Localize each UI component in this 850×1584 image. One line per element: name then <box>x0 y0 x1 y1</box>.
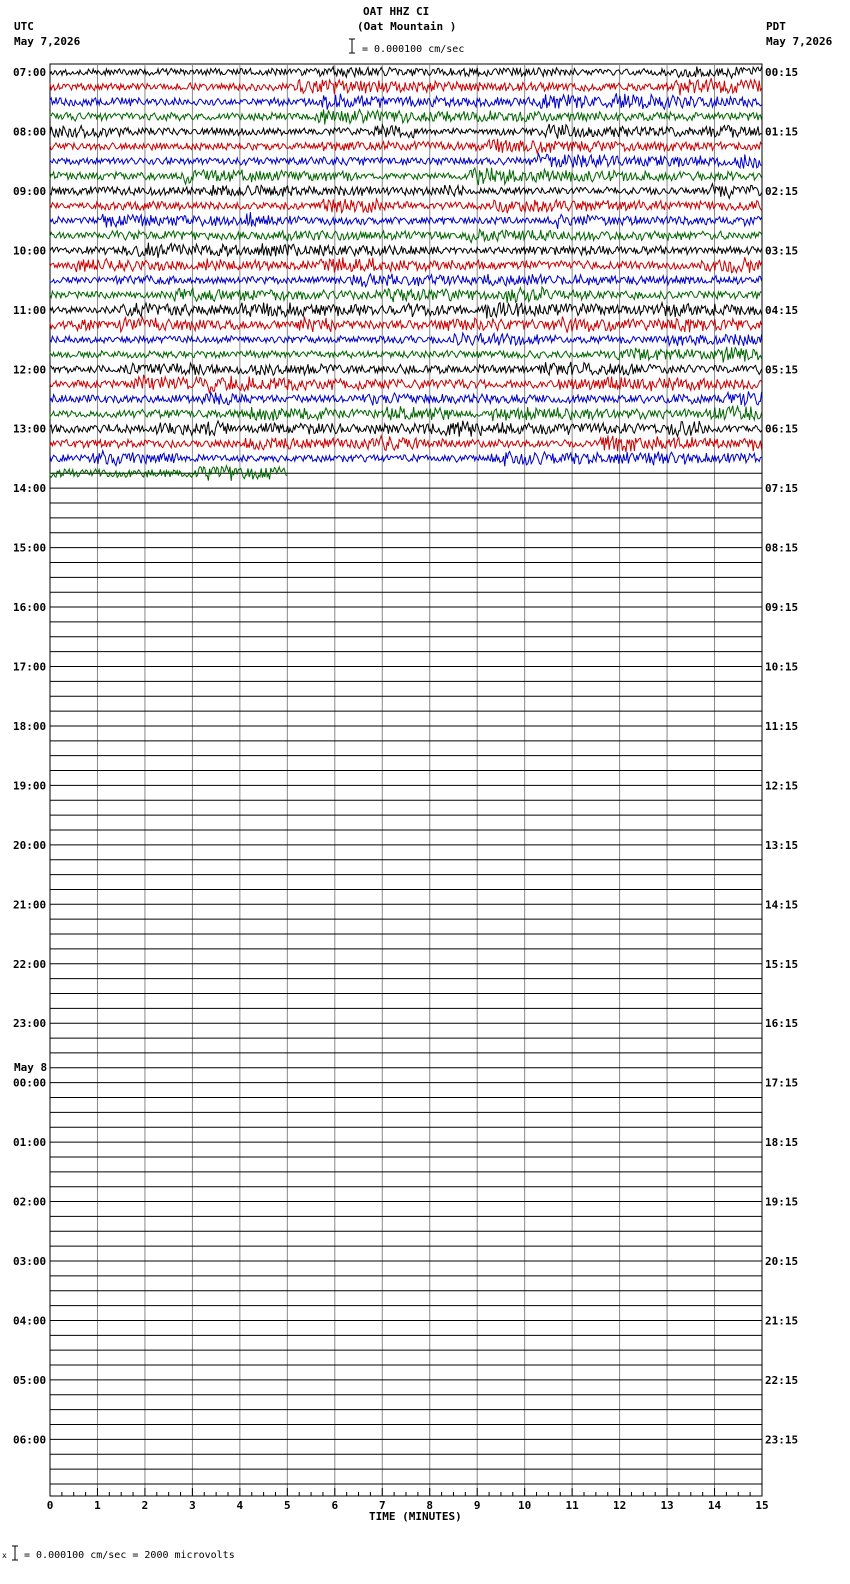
pdt-hour-label: 09:15 <box>765 601 799 615</box>
pdt-hour-label: 17:15 <box>765 1076 799 1090</box>
x-tick-label: 14 <box>707 1499 722 1512</box>
pdt-hour-label: 00:15 <box>765 66 799 79</box>
x-tick-label: 4 <box>236 1499 244 1512</box>
seismic-trace <box>50 243 762 258</box>
utc-hour-label: 19:00 <box>13 779 47 793</box>
seismic-trace <box>50 274 762 287</box>
pdt-hour-label: 08:15 <box>765 541 799 555</box>
pdt-hour-label: 04:15 <box>765 303 799 317</box>
seismic-trace <box>50 212 762 229</box>
x-tick-label: 7 <box>378 1499 386 1512</box>
pdt-label: PDT <box>766 20 786 33</box>
x-tick-label: 2 <box>141 1499 149 1512</box>
utc-hour-label: 08:00 <box>13 125 47 139</box>
seismic-trace <box>50 287 762 303</box>
pdt-hour-label: 03:15 <box>765 244 799 258</box>
utc-date: May 7,2026 <box>14 35 81 48</box>
seismic-trace <box>50 199 762 213</box>
pdt-hour-label: 13:15 <box>765 838 799 852</box>
utc-hour-label: 22:00 <box>13 957 47 971</box>
seismic-trace <box>50 109 762 124</box>
utc-hour-label: 05:00 <box>13 1373 47 1387</box>
seismic-trace <box>50 78 762 95</box>
seismic-trace <box>50 347 762 363</box>
utc-hour-label: 07:00 <box>13 66 47 79</box>
seismic-trace <box>50 362 762 375</box>
utc-hour-label: 16:00 <box>13 601 47 615</box>
utc-hour-label: 15:00 <box>13 541 47 555</box>
seismic-trace <box>50 124 762 139</box>
pdt-hour-label: 05:15 <box>765 363 799 377</box>
utc-hour-label: 06:00 <box>13 1433 47 1447</box>
seismic-trace <box>50 257 762 273</box>
utc-hour-label: 13:00 <box>13 422 47 436</box>
seismic-trace <box>50 230 762 243</box>
utc-hour-label: 12:00 <box>13 363 47 377</box>
footer-marker: x <box>2 1551 7 1560</box>
x-tick-label: 3 <box>189 1499 196 1512</box>
utc-label: UTC <box>14 20 34 33</box>
x-tick-label: 1 <box>94 1499 101 1512</box>
station-location: (Oat Mountain ) <box>357 20 457 33</box>
seismic-trace <box>50 436 762 453</box>
pdt-hour-label: 06:15 <box>765 422 799 436</box>
pdt-hour-label: 12:15 <box>765 779 799 793</box>
seismic-trace <box>50 317 762 333</box>
utc-hour-label: 00:00 <box>13 1076 47 1090</box>
x-tick-label: 15 <box>755 1499 769 1512</box>
pdt-hour-label: 07:15 <box>765 482 799 496</box>
seismic-trace <box>50 139 762 154</box>
x-tick-label: 11 <box>565 1499 579 1512</box>
utc-hour-label: 04:00 <box>13 1314 47 1328</box>
seismic-trace <box>50 184 762 199</box>
seismic-trace <box>50 421 762 437</box>
pdt-hour-label: 19:15 <box>765 1195 799 1209</box>
pdt-hour-label: 20:15 <box>765 1255 799 1268</box>
seismic-trace <box>50 406 762 422</box>
seismic-trace <box>50 333 762 346</box>
station-title: OAT HHZ CI <box>363 5 430 18</box>
x-axis-title: TIME (MINUTES) <box>369 1510 462 1523</box>
x-tick-label: 10 <box>518 1499 532 1512</box>
utc-hour-label: 01:00 <box>13 1136 47 1150</box>
pdt-hour-label: 21:15 <box>765 1314 799 1328</box>
x-tick-label: 9 <box>473 1499 481 1512</box>
utc-hour-label: 17:00 <box>13 660 47 674</box>
x-tick-label: 5 <box>284 1499 291 1512</box>
x-tick-label: 13 <box>660 1499 674 1512</box>
utc-hour-label: 18:00 <box>13 719 47 733</box>
pdt-hour-label: 01:15 <box>765 125 799 139</box>
seismic-trace <box>50 303 762 319</box>
utc-hour-label: 21:00 <box>13 898 47 912</box>
utc-hour-label: 10:00 <box>13 244 47 258</box>
seismic-trace <box>50 154 762 169</box>
seismic-trace <box>50 391 762 405</box>
seismic-trace <box>50 93 762 109</box>
plot-frame <box>50 64 762 1496</box>
pdt-hour-label: 18:15 <box>765 1136 799 1150</box>
day-change-label: May 8 <box>14 1061 48 1074</box>
pdt-hour-label: 10:15 <box>765 660 799 674</box>
seismic-trace <box>50 451 762 467</box>
x-tick-label: 8 <box>426 1499 434 1512</box>
utc-hour-label: 23:00 <box>13 1017 47 1031</box>
scale-bar-icon <box>349 39 355 53</box>
seismic-trace <box>50 375 762 394</box>
x-tick-label: 12 <box>612 1499 627 1512</box>
pdt-hour-label: 23:15 <box>765 1433 799 1447</box>
x-tick-label: 0 <box>46 1499 54 1512</box>
pdt-hour-label: 11:15 <box>765 719 799 733</box>
pdt-hour-label: 22:15 <box>765 1373 799 1387</box>
utc-hour-label: 03:00 <box>13 1255 47 1268</box>
footer-scale-note: = 0.000100 cm/sec = 2000 microvolts <box>24 1550 235 1561</box>
utc-hour-label: 11:00 <box>13 303 47 317</box>
pdt-date: May 7,2026 <box>766 35 833 48</box>
seismic-trace <box>50 168 762 186</box>
utc-hour-label: 02:00 <box>13 1195 47 1209</box>
utc-hour-label: 20:00 <box>13 838 47 852</box>
footer-scale-bar-icon <box>12 1546 18 1560</box>
utc-hour-label: 09:00 <box>13 184 47 198</box>
pdt-hour-label: 14:15 <box>765 898 799 912</box>
utc-hour-label: 14:00 <box>13 482 47 496</box>
pdt-hour-label: 02:15 <box>765 184 799 198</box>
x-tick-label: 6 <box>331 1499 339 1512</box>
pdt-hour-label: 15:15 <box>765 957 799 971</box>
scale-text: = 0.000100 cm/sec <box>362 44 465 55</box>
seismic-trace <box>50 67 762 79</box>
pdt-hour-label: 16:15 <box>765 1017 799 1031</box>
